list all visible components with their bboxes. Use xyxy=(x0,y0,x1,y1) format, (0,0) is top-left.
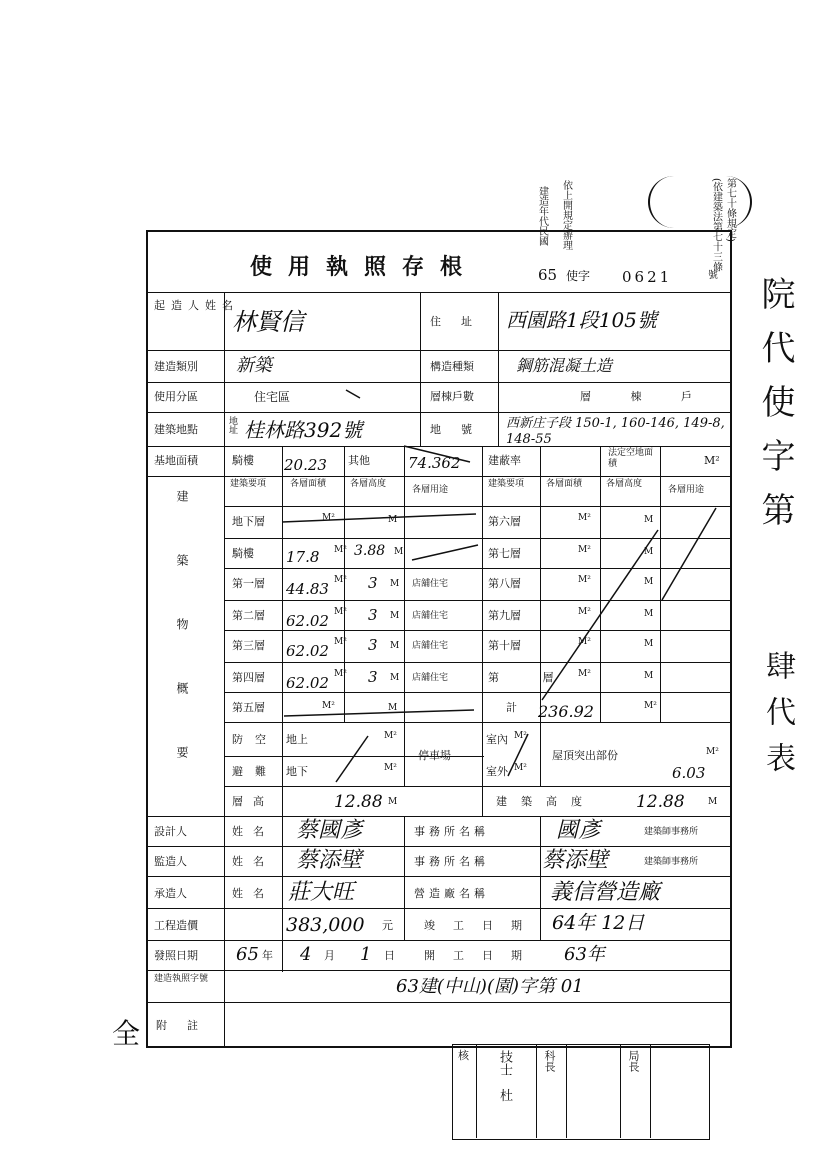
defense-label1: 防空 xyxy=(232,733,278,746)
header-area-right: 各層面積 xyxy=(546,479,583,489)
unit-m-7: M xyxy=(644,547,654,557)
unit-m-n: M xyxy=(644,671,654,681)
unit-m2-2: M² xyxy=(334,607,347,617)
defense-above: 地上 xyxy=(286,733,308,746)
margin-left-char: 全 xyxy=(112,1017,141,1050)
unit-m2-7: M² xyxy=(578,545,591,555)
defense-below: 地下 xyxy=(286,765,308,778)
permit-label: 建造執照字號 xyxy=(154,974,209,984)
issue-month: 4 xyxy=(300,944,312,965)
roof-value: 6.03 xyxy=(672,764,706,782)
parking-label: 停車場 xyxy=(418,749,451,762)
site-value: 桂林路392號 xyxy=(244,418,363,442)
floor-use-3: 店舖住宅 xyxy=(412,641,449,651)
height-value: 12.88 xyxy=(334,792,383,812)
parking-unit-outdoor: M² xyxy=(514,763,527,773)
issue-label: 發照日期 xyxy=(154,949,198,962)
completion-label: 竣工日期 xyxy=(424,919,540,932)
top-stamp-col3: (依建築法第七十三條 xyxy=(710,178,722,272)
floors-value: 層 棟 戶 xyxy=(580,390,710,403)
floor-label-2: 第二層 xyxy=(232,609,265,622)
approval-section-chief: 科長 xyxy=(543,1050,556,1072)
floor-area-1: 44.83 xyxy=(286,580,329,598)
start-value: 63年 xyxy=(564,944,605,965)
address-label: 住址 xyxy=(430,315,492,328)
floor-label-10: 第十層 xyxy=(488,639,521,652)
legal-area-unit: M² xyxy=(704,454,720,467)
bldg-height-label: 建築高度 xyxy=(496,795,596,808)
building-type-label: 建造類別 xyxy=(154,360,198,373)
designer-role: 設計人 xyxy=(154,825,187,838)
unit-m2-8: M² xyxy=(578,575,591,585)
floor-use-1: 店舖住宅 xyxy=(412,579,449,589)
cost-value: 383,000 xyxy=(286,914,365,936)
unit-m-6: M xyxy=(644,515,654,525)
lot-label: 地號 xyxy=(430,423,492,436)
floor-height-4: 3 xyxy=(368,668,378,686)
cost-unit: 元 xyxy=(382,919,393,932)
structure-label: 構造種類 xyxy=(430,360,474,373)
defense-label2: 避難 xyxy=(232,765,278,778)
unit-m2-9: M² xyxy=(578,607,591,617)
permit-value: 63建(中山)(園)字第 01 xyxy=(396,976,584,997)
contractor-name: 莊大旺 xyxy=(288,880,355,905)
arcade-label: 騎樓 xyxy=(232,454,254,467)
floor-label-n: 第 層 xyxy=(488,671,574,684)
approval-du: 杜 xyxy=(500,1089,514,1104)
supervisor-name-label: 姓名 xyxy=(232,855,274,868)
issue-day: 1 xyxy=(360,944,372,965)
roof-unit: M² xyxy=(706,747,719,757)
unit-m-9: M xyxy=(644,609,654,619)
header-height-left: 各層高度 xyxy=(350,479,387,489)
floor-label-4: 第四層 xyxy=(232,671,265,684)
issue-year: 65 xyxy=(236,944,259,965)
floor-height-2: 3 xyxy=(368,606,378,624)
margin-right-text: 院代使字第 xyxy=(755,276,795,546)
supervisor-suffix: 建築師事務所 xyxy=(644,857,699,867)
unit-m-5: M xyxy=(388,703,398,713)
other-value: 74.362 xyxy=(408,454,461,472)
supervisor-role: 監造人 xyxy=(154,855,187,868)
unit-m2-10: M² xyxy=(578,637,591,647)
unit-m2-basement: M² xyxy=(322,513,335,523)
header-height-right: 各層高度 xyxy=(606,479,643,489)
unit-m-basement: M xyxy=(388,515,398,525)
address-value: 西園路1段105號 xyxy=(506,308,657,332)
unit-m2-5: M² xyxy=(322,701,335,711)
height-unit: M xyxy=(388,797,398,807)
unit-m-2: M xyxy=(390,611,400,621)
unit-m-10: M xyxy=(644,639,654,649)
contractor-role: 承造人 xyxy=(154,887,187,900)
header-use-left: 各層用途 xyxy=(412,485,449,495)
contractor-office-label: 營造廠名稱 xyxy=(414,887,489,900)
designer-suffix: 建築師事務所 xyxy=(644,827,699,837)
floor-label-7: 第七層 xyxy=(488,547,521,560)
unit-m-1: M xyxy=(390,579,400,589)
supervisor-name: 蔡添壁 xyxy=(296,848,363,873)
floor-height-3: 3 xyxy=(368,636,378,654)
zone-label: 使用分區 xyxy=(154,390,198,403)
site-label: 建築地點 xyxy=(154,423,198,436)
permit-year: 65 xyxy=(538,266,558,284)
issue-day-char: 日 xyxy=(384,949,395,962)
supervisor-office-label: 事務所名稱 xyxy=(414,855,489,868)
unit-m2-1: M² xyxy=(334,575,347,585)
floors-label: 層棟戶數 xyxy=(430,390,474,403)
unit-m-arcade: M xyxy=(394,547,404,557)
bldg-height-value: 12.88 xyxy=(636,792,685,812)
bldg-height-unit: M xyxy=(708,797,718,807)
arcade-value: 20.23 xyxy=(284,456,327,474)
parking-outdoor: 室外 xyxy=(486,765,508,778)
issue-month-char: 月 xyxy=(324,949,335,962)
total-value: 236.92 xyxy=(538,702,594,721)
unit-m2-total: M² xyxy=(644,701,657,711)
unit-m2-n: M² xyxy=(578,669,591,679)
site-sub-label: 地址 xyxy=(227,416,237,434)
floor-use-2: 店舖住宅 xyxy=(412,611,449,621)
notes-label: 附註 xyxy=(156,1019,218,1032)
floor-area-2: 62.02 xyxy=(286,612,329,630)
legal-area-label: 法定空地面積 xyxy=(608,448,654,469)
top-stamp-col4: 第七十條規定) xyxy=(724,178,736,242)
floor-label-5: 第五層 xyxy=(232,701,265,714)
supervisor-office: 蔡添壁 xyxy=(542,848,609,873)
defense-unit-below: M² xyxy=(384,763,397,773)
header-item-left: 建築要項 xyxy=(230,479,267,489)
margin-right-text2: 肆代表 xyxy=(760,650,795,788)
floor-area-arcade: 17.8 xyxy=(286,548,320,566)
designer-office-label: 事務所名稱 xyxy=(414,825,489,838)
floor-use-4: 店舖住宅 xyxy=(412,673,449,683)
floor-label-6: 第六層 xyxy=(488,515,521,528)
completion-value: 64年 12日 xyxy=(552,912,645,934)
approval-technician: 技士 xyxy=(497,1050,512,1076)
permit-char: 使字 xyxy=(566,269,591,283)
zone-value: 住宅區 xyxy=(254,390,291,404)
issue-year-char: 年 xyxy=(262,949,273,962)
approval-check: 核 xyxy=(458,1049,469,1062)
floor-label-basement: 地下層 xyxy=(232,515,265,528)
applicant-label: 起造人姓名 xyxy=(154,299,239,312)
floor-area-4: 62.02 xyxy=(286,674,329,692)
unit-m2-6: M² xyxy=(578,513,591,523)
defense-unit-above: M² xyxy=(384,731,397,741)
unit-m2-4: M² xyxy=(334,669,347,679)
unit-m2-3: M² xyxy=(334,637,347,647)
structure-value: 鋼筋混凝土造 xyxy=(516,356,613,375)
approval-director: 局長 xyxy=(627,1050,640,1072)
coverage-label: 建蔽率 xyxy=(488,454,521,467)
floor-label-arcade: 騎樓 xyxy=(232,547,254,560)
floor-label-9: 第九層 xyxy=(488,609,521,622)
unit-m-4: M xyxy=(390,673,400,683)
lot-value: 西新庄子段 150-1, 160-146, 149-8, 148-55 xyxy=(506,416,725,447)
header-area-left: 各層面積 xyxy=(290,479,327,489)
designer-office: 國彥 xyxy=(556,818,601,843)
parking-unit-indoor: M² xyxy=(514,731,527,741)
applicant-value: 林賢信 xyxy=(232,308,304,336)
area-label: 基地面積 xyxy=(154,454,198,467)
floor-area-3: 62.02 xyxy=(286,642,329,660)
header-item-right: 建築要項 xyxy=(488,479,525,489)
header-use-right: 各層用途 xyxy=(668,485,705,495)
designer-name: 蔡國彥 xyxy=(296,818,363,843)
total-label: 計 xyxy=(506,701,517,714)
floor-height-1: 3 xyxy=(368,574,378,592)
top-stamp-col2: 依上開規定辦理 xyxy=(560,180,572,250)
contractor-name-label: 姓名 xyxy=(232,887,274,900)
unit-m2-arcade: M² xyxy=(334,545,347,555)
floor-label-8: 第八層 xyxy=(488,577,521,590)
designer-name-label: 姓名 xyxy=(232,825,274,838)
permit-number: 0621 xyxy=(622,268,673,286)
floor-label-3: 第三層 xyxy=(232,639,265,652)
building-summary-label: 建築物概要 xyxy=(175,490,189,810)
top-stamp-col1: 建造年代民國 xyxy=(536,186,548,246)
other-label: 其他 xyxy=(348,454,370,467)
permit-suffix: 號 xyxy=(708,270,718,281)
document-title: 使用執照存根 xyxy=(250,254,479,280)
cost-label: 工程造價 xyxy=(154,919,198,932)
parking-indoor: 室內 xyxy=(486,733,508,746)
height-label: 層高 xyxy=(232,795,274,808)
start-label: 開工日期 xyxy=(424,949,540,962)
unit-m-8: M xyxy=(644,577,654,587)
building-type-value: 新築 xyxy=(236,355,272,376)
floor-height-arcade: 3.88 xyxy=(354,543,386,559)
roof-label: 屋頂突出部份 xyxy=(552,749,618,762)
contractor-office: 義信營造廠 xyxy=(550,880,661,905)
floor-label-1: 第一層 xyxy=(232,577,265,590)
unit-m-3: M xyxy=(390,641,400,651)
